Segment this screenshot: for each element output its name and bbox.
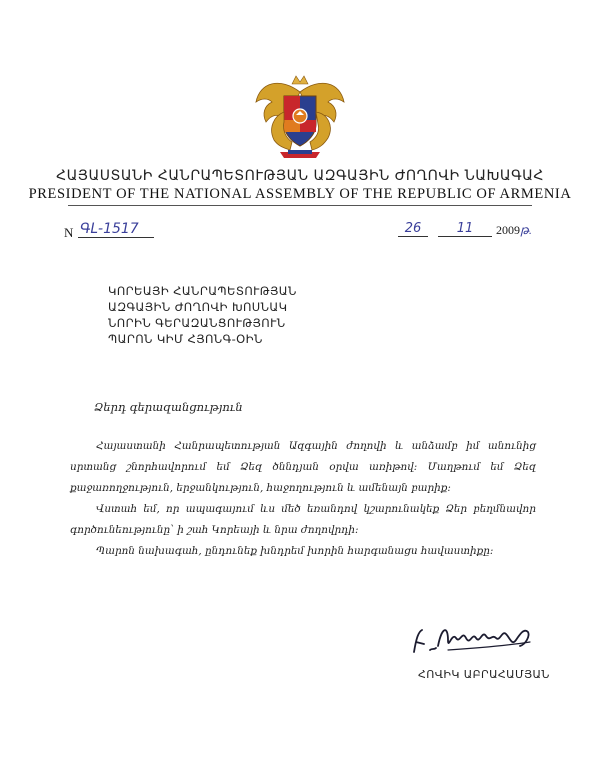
addressee-line: ՊԱՐՈՆ ԿԻՄ ՀՅՈՆԳ-ՕԻՆ: [108, 332, 263, 346]
salutation: Ձերդ գերազանցություն: [94, 400, 243, 414]
body-paragraph: Պարոն նախագահ, ընդունեք խնդրեմ խորին հարգանացս հավաստիքը:: [96, 545, 494, 557]
reference-label: N: [64, 225, 74, 240]
header-divider: [68, 205, 532, 206]
addressee-line: ԱԶԳԱՅԻՆ ԺՈՂՈՎԻ ԽՈՍՆԱԿ: [108, 300, 288, 314]
header-title-armenian: ՀԱՅԱՍՏԱՆԻ ՀԱՆՐԱՊԵՏՈՒԹՅԱՆ ԱԶԳԱՅԻՆ ԺՈՂՈՎԻ ՆԱԽԱԳԱՀ: [56, 168, 544, 184]
addressee-line: ՆՈՐԻՆ ԳԵՐԱԶԱՆՑՈՒԹՅՈՒՆ: [108, 316, 286, 330]
date-day: 26: [398, 221, 428, 237]
date-year-value: 2009: [496, 223, 520, 237]
body-paragraph: Վստահ եմ, որ ապագայում ևս մեծ եռանդով կշարունակեք Ձեր բեղմնավոր գործունեությունը՝ ի շահ Կորեայի և նրա ժողովրդի:: [70, 503, 536, 536]
date-year-suffix: թ.: [520, 223, 532, 237]
body-paragraph: Հայաստանի Հանրապետության Ազգային ժողովի և անձամբ իմ անունից սրտանց շնորհավորում եմ Ձեզ ծննդյան օրվա առիթով: Մաղթում եմ Ձեզ քաջառողջություն, երջանկություն, հաջողություն և ամենայն բարիք:: [70, 440, 536, 494]
addressee-block: [108, 283, 297, 347]
reference-number: ԳԼ-1517: [78, 221, 154, 238]
date-month: 11: [438, 221, 492, 237]
date-year: [496, 223, 532, 238]
addressee-line: ԿՈՐԵԱՅԻ ՀԱՆՐԱՊԵՏՈՒԹՅԱՆ: [108, 284, 297, 298]
header-title-english: PRESIDENT OF THE NATIONAL ASSEMBLY OF THE REPUBLIC OF ARMENIA: [28, 186, 572, 202]
signer-name: ՀՈՎԻԿ ԱԲՐԱՀԱՄՅԱՆ: [418, 668, 550, 681]
coat-of-arms-emblem: [250, 72, 350, 162]
handwritten-signature: [408, 620, 538, 660]
